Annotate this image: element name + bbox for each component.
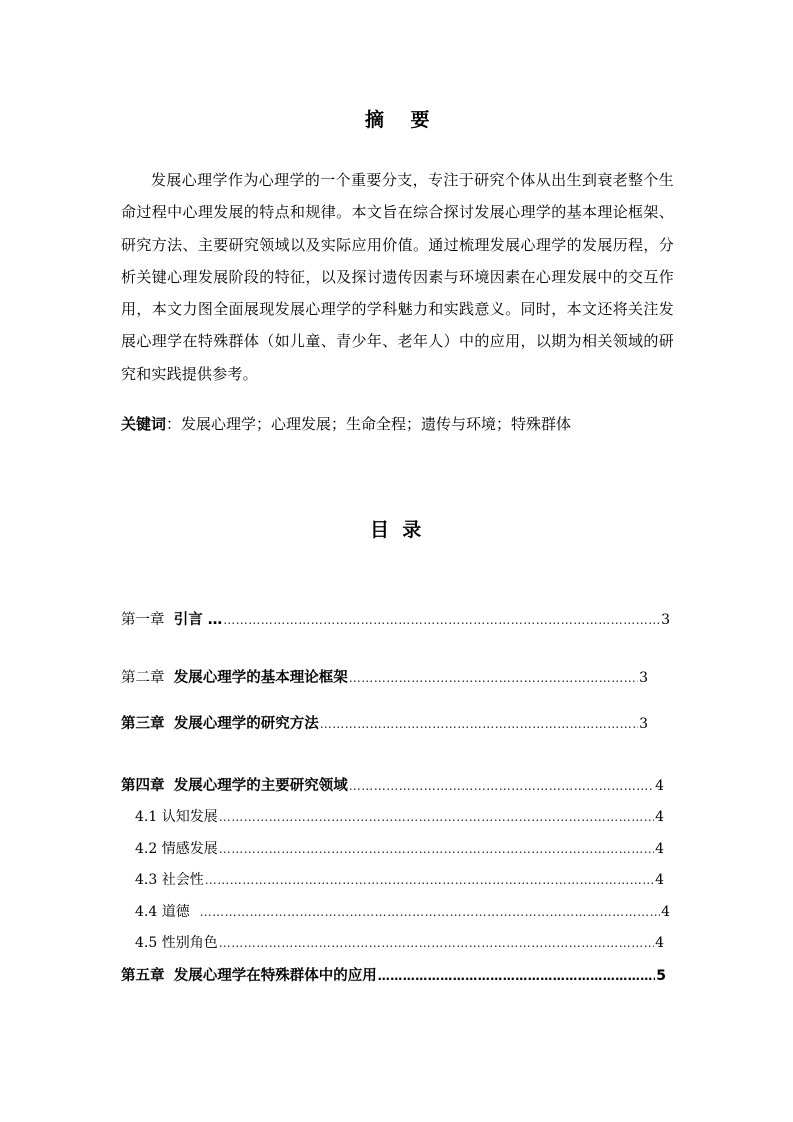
toc-entry-prefix: 4.1 [135, 809, 158, 825]
toc-entry-page: 3 [661, 612, 670, 628]
toc-entry-title: 引言 … [173, 612, 223, 628]
toc-entry-title: 认知发展 [161, 809, 218, 825]
toc-entry-title: 发展心理学的研究方法 [173, 716, 319, 732]
toc-entry-ch3[interactable] [121, 712, 648, 733]
toc-entry-prefix: 第三章 [121, 716, 165, 732]
abstract-title: 摘 要 [365, 109, 430, 131]
toc-entry-page: 4 [655, 935, 664, 951]
toc-entry-page: 4 [661, 904, 670, 920]
toc-entry-ch4[interactable] [121, 774, 664, 795]
toc-entry-page: 4 [655, 809, 664, 825]
toc-entry-title: 道德 [161, 904, 190, 920]
toc-entry-ch5[interactable] [121, 964, 666, 985]
toc-entry-page: 4 [655, 872, 664, 888]
keywords-label: 关键词 [121, 415, 167, 433]
toc-entry-prefix: 第一章 [121, 612, 165, 628]
toc-entry-page: 4 [655, 841, 664, 857]
toc-entry-title: 性别角色 [161, 935, 218, 951]
toc-entry-4-2[interactable] [135, 838, 664, 858]
toc-entry-ch2[interactable] [121, 666, 648, 687]
abstract-body: 发展心理学作为心理学的一个重要分支，专注于研究个体从出生到衰老整个生命过程中心理发展的特点和规律。本文旨在综合探讨发展心理学的基本理论框架、研究方法、主要研究领域以及实际应用价值。通过梳理发展心理学的发展历程，分析关键心理发展阶段的特征，以及探讨遗传因素与环境因素在心理发展中的交互作用，本文力图全面展现发展心理学的学科魅力和实践意义。同时，本文还将关注发展心理学在特殊群体（如儿童、青少年、老年人）中的应用，以期为相关领域的研究和实践提供参考。 [121, 171, 674, 383]
toc-entry-title: 发展心理学的主要研究领域 [173, 778, 348, 794]
toc-entry-page: 5 [656, 968, 666, 984]
toc-entry-prefix: 第二章 [121, 670, 165, 686]
toc-entry-prefix: 4.4 [135, 904, 158, 920]
toc-entry-4-3[interactable] [135, 869, 664, 889]
toc-entry-4-1[interactable] [135, 806, 664, 826]
toc-entry-4-5[interactable] [135, 932, 664, 952]
toc-entry-ch1[interactable] [121, 608, 670, 629]
toc-entry-page: 3 [639, 716, 648, 732]
toc-entry-4-4[interactable] [135, 901, 670, 921]
toc-entry-prefix: 第五章 [121, 968, 165, 984]
toc-entry-prefix: 4.5 [135, 935, 158, 951]
toc-entry-prefix: 第四章 [121, 778, 165, 794]
toc-entry-page: 3 [639, 670, 648, 686]
toc-entry-title: 社会性 [161, 872, 204, 888]
toc-entry-page: 4 [655, 778, 664, 794]
toc-entry-prefix: 4.3 [135, 872, 158, 888]
keywords-text: ：发展心理学；心理发展；生命全程；遗传与环境；特殊群体 [166, 415, 572, 433]
toc-entry-prefix: 4.2 [135, 841, 158, 857]
keywords-line [121, 413, 571, 434]
toc-title: 目 录 [370, 519, 422, 541]
toc-entry-title: 发展心理学在特殊群体中的应用 [173, 968, 377, 984]
toc-entry-title: 情感发展 [161, 841, 218, 857]
toc-entry-title: 发展心理学的基本理论框架 [173, 670, 348, 686]
